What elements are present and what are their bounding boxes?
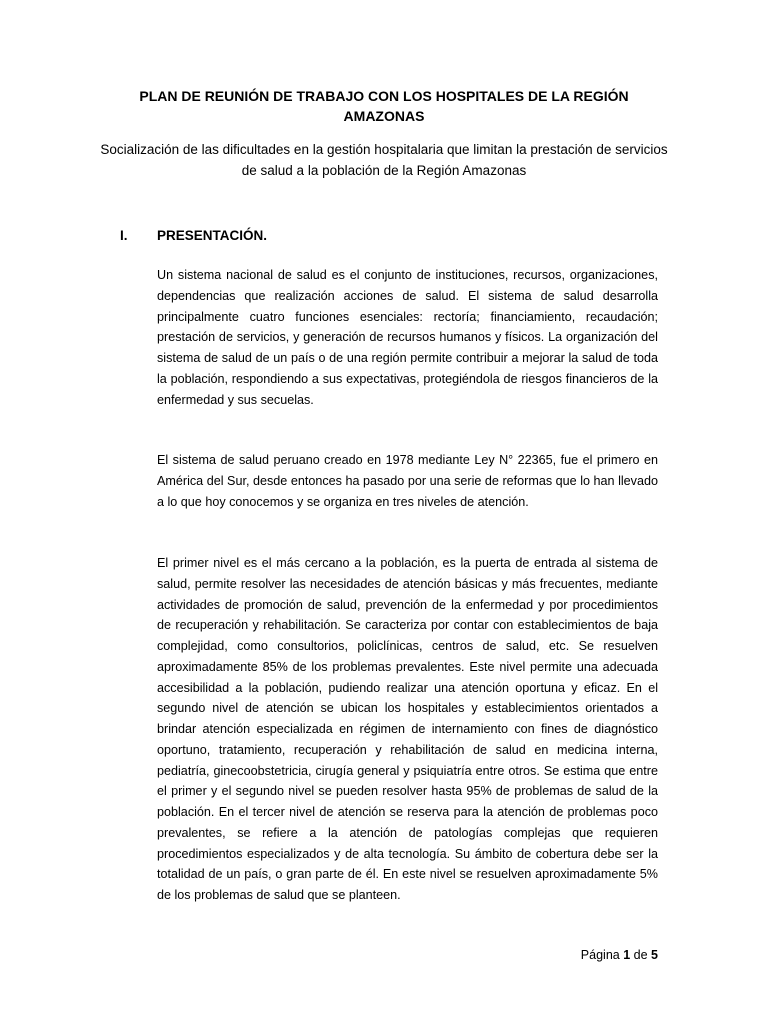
- document-title: PLAN DE REUNIÓN DE TRABAJO CON LOS HOSPITALES DE LA REGIÓN AMAZONAS: [139, 88, 629, 124]
- section-number: I.: [120, 228, 128, 243]
- page-label: Página: [580, 948, 620, 962]
- document-subtitle: Socialización de las dificultades en la gestión hospitalaria que limitan la prestación de servicios de salud a la población de la Región Amazonas: [100, 142, 668, 178]
- of-label: de: [633, 948, 648, 962]
- current-page: 1: [623, 948, 631, 962]
- page-number: [581, 946, 658, 964]
- paragraph-niveles-atencion: El primer nivel es el más cercano a la población, es la puerta de entrada al sistema de salud, permite resolver las necesidades de atención básicas y más frecuentes, mediante actividades de promoción de salud, prevención de la enfermedad y por procedimientos de recuperación y rehabilitación. Se caracteriza por contar con establecimientos de baja complejidad, como consultorios, policlínicas, centros de salud, etc. Se resuelven aproximadamente 85% de los problemas prevalentes. Este nivel permite una adecuada accesibilidad a la población, pudiendo realizar una atención oportuna y eficaz. En el segundo nivel de atención se ubican los hospitales y establecimientos orientados a brindar atención especializada en régimen de internamiento con fines de diagnóstico oportuno, tratamiento, recuperación y rehabilitación de salud en medicina interna, pediatría, ginecoobstetricia, cirugía general y psiquiatría entre otros. Se estima que entre el primer y el segundo nivel se pueden resolver hasta 95% de problemas de salud de la población. En el tercer nivel de atención se reserva para la atención de problemas poco prevalentes, se refiere a la atención de patologías complejas que requieren procedimientos especializados y de alta tecnología. Su ámbito de cobertura debe ser la totalidad de un país, o gran parte de él. En este nivel se resuelven aproximadamente 5% de los problemas de salud que se planteen.: [157, 556, 658, 902]
- total-pages: 5: [651, 948, 658, 962]
- paragraph-sistema-peruano: El sistema de salud peruano creado en 1978 mediante Ley N° 22365, fue el primero en América del Sur, desde entonces ha pasado por una serie de reformas que lo han llevado a lo que hoy conocemos y se organiza en tres niveles de atención.: [157, 453, 658, 509]
- paragraph-sistema-nacional: Un sistema nacional de salud es el conjunto de instituciones, recursos, organizaciones, dependencias que realización acciones de salud. El sistema de salud desarrolla principalmente cuatro funciones esenciales: rectoría; financiamiento, recaudación; prestación de servicios, y generación de recursos humanos y físicos. La organización del sistema de salud de un país o de una región permite contribuir a mejorar la salud de toda la población, respondiendo a sus expectativas, protegiéndola de riesgos financieros de la enfermedad y sus secuelas.: [157, 268, 658, 407]
- section-label: PRESENTACIÓN.: [157, 228, 268, 243]
